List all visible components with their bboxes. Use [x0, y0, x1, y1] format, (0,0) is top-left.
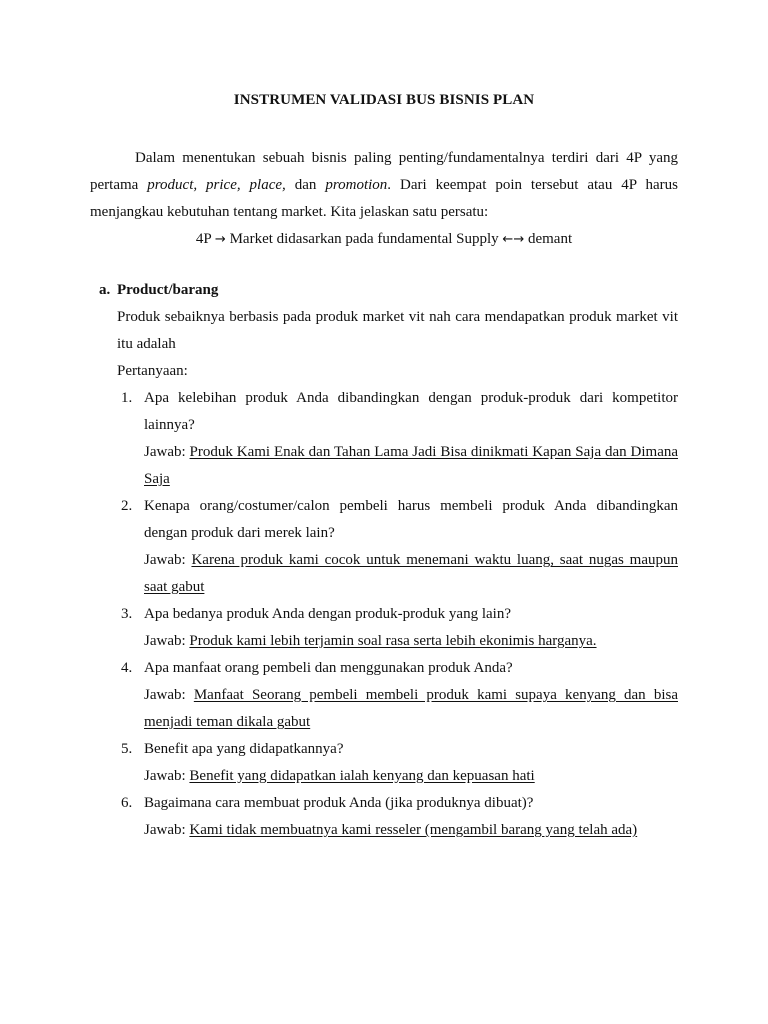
question-item — [117, 790, 678, 844]
intro-italic-promotion: promotion — [325, 177, 388, 193]
answer-text: Karena produk kami cocok untuk menemani waktu luang, saat nugas maupun saat gabut — [144, 552, 678, 595]
answer — [144, 547, 678, 601]
answer-prefix: Jawab: — [144, 822, 190, 838]
answer — [144, 817, 678, 844]
section-heading — [90, 277, 678, 304]
answer-text: Produk Kami Enak dan Tahan Lama Jadi Bisa dinikmati Kapan Saja dan Dimana Saja — [144, 444, 679, 487]
intro-paragraph — [90, 145, 678, 226]
answer-text: Kami tidak membuatnya kami resseler (mengambil barang yang telah ada) — [189, 822, 638, 838]
bidirectional-arrow-icon: ←→ — [502, 232, 525, 247]
question-item — [117, 385, 678, 493]
answer-prefix: Jawab: — [144, 687, 194, 703]
intro-text-2: dan — [285, 177, 326, 193]
answer — [144, 628, 678, 655]
question-text: Apa manfaat orang pembeli dan menggunakan produk Anda? — [144, 660, 513, 676]
question-item — [117, 601, 678, 655]
question-text: Apa kelebihan produk Anda dibandingkan dengan produk-produk dari kompetitor lainnya? — [144, 390, 678, 433]
question-number: 2. — [121, 498, 133, 514]
question-item — [117, 493, 678, 601]
section-description: Produk sebaiknya berbasis pada produk market vit nah cara mendapatkan produk market vit itu adalah — [117, 309, 678, 352]
question-number: 1. — [121, 390, 133, 406]
question-number: 4. — [121, 660, 133, 676]
answer-text: Produk kami lebih terjamin soal rasa serta lebih ekonimis harganya. — [189, 633, 597, 649]
question-number: 3. — [121, 606, 133, 622]
answer-prefix: Jawab: — [144, 633, 190, 649]
formula-line — [90, 226, 678, 253]
page-title: INSTRUMEN VALIDASI BUS BISNIS PLAN — [233, 92, 535, 108]
section-product — [90, 277, 678, 844]
answer-prefix: Jawab: — [144, 444, 190, 460]
question-list — [117, 385, 678, 844]
question-number: 6. — [121, 795, 133, 811]
intro — [90, 145, 678, 253]
answer — [144, 439, 678, 493]
answer-prefix: Jawab: — [144, 768, 190, 784]
formula-text-2: Market didasarkan pada fundamental Supply — [225, 231, 503, 247]
intro-text-3: . Dari keempat poin tersebut atau 4P harus menjangkau kebutuhan tentang market. Kita jelaskan satu persatu: — [90, 177, 678, 220]
section-body — [117, 304, 678, 844]
question-item — [117, 736, 678, 790]
question-text: Kenapa orang/costumer/calon pembeli harus membeli produk Anda dibandingkan dengan produk dari merek lain? — [144, 498, 678, 541]
questions-label: Pertanyaan: — [117, 363, 188, 379]
intro-italic-4p: product, price, place, — [147, 177, 286, 193]
formula-text-1: 4P — [195, 231, 215, 247]
answer-text: Benefit yang didapatkan ialah kenyang dan kepuasan hati — [189, 768, 535, 784]
question-text: Apa bedanya produk Anda dengan produk-produk yang lain? — [144, 606, 511, 622]
answer — [144, 682, 678, 736]
section-heading-text: Product/barang — [117, 282, 219, 298]
formula-text-3: demant — [524, 231, 573, 247]
intro-text-1: Dalam menentukan sebuah bisnis paling penting/fundamentalnya terdiri dari 4P yang pertama — [90, 150, 678, 193]
question-number: 5. — [121, 741, 133, 757]
question-text: Bagaimana cara membuat produk Anda (jika produknya dibuat)? — [144, 795, 534, 811]
question-item — [117, 655, 678, 736]
section-letter: a. — [99, 282, 111, 298]
question-text: Benefit apa yang didapatkannya? — [144, 741, 344, 757]
right-arrow-icon: → — [214, 232, 226, 247]
answer-text: Manfaat Seorang pembeli membeli produk kami supaya kenyang dan bisa menjadi teman dikala gabut — [144, 687, 678, 730]
answer-prefix: Jawab: — [144, 552, 192, 568]
answer — [144, 763, 678, 790]
